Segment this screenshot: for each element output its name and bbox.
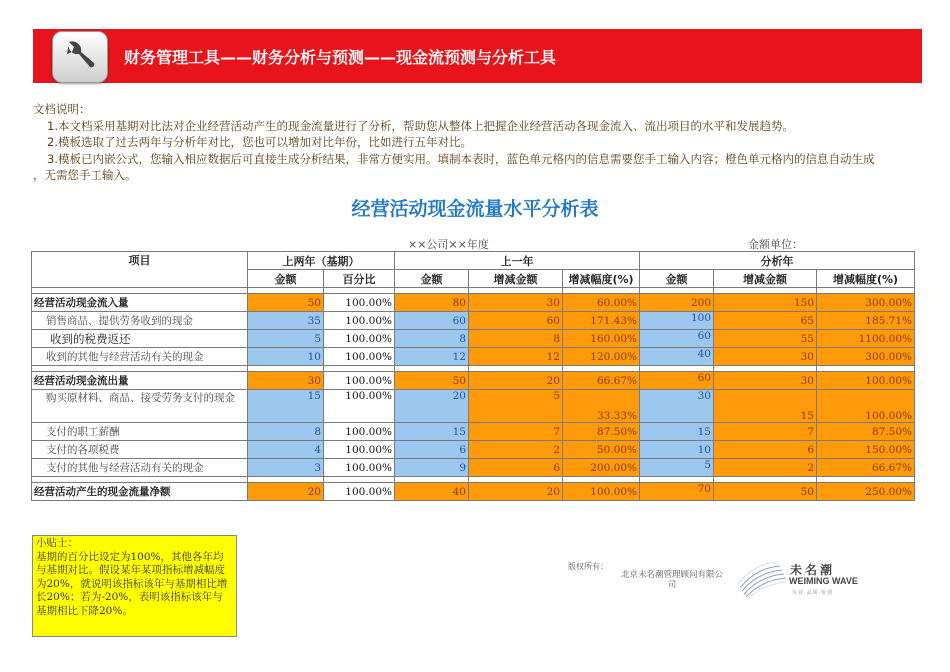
cashflow-table xyxy=(31,251,915,501)
row-label: 支付的各项税费 xyxy=(32,441,248,459)
header-change-rate: 增减幅度(%) xyxy=(817,270,915,288)
header-item: 项目 xyxy=(32,252,248,288)
header-change-amount: 增减金额 xyxy=(469,270,563,288)
analysis-amount-input[interactable]: 100 xyxy=(640,312,714,330)
note-line: ，无需您手工输入。 xyxy=(33,168,137,182)
prev-amount-cell: 50 xyxy=(395,372,469,390)
row-label: 经营活动现金流出量 xyxy=(32,372,248,390)
analysis-amount-cell: 70 xyxy=(640,483,714,501)
prev-amount-input[interactable]: 12 xyxy=(395,348,469,366)
amount-unit-label: 金额单位： xyxy=(748,238,803,251)
document-notes xyxy=(33,101,923,184)
table-row xyxy=(32,441,915,459)
note-line: 3.模板已内嵌公式，您输入相应数据后可直接生成分析结果，非常方便实用。填制本表时，蓝色单元格内的信息需要您手工输入内容；橙色单元格内的信息自动生成 xyxy=(47,151,875,166)
analysis-change-cell: 7 xyxy=(714,423,817,441)
prev-amount-cell: 80 xyxy=(395,294,469,312)
prev-amount-input[interactable]: 6 xyxy=(395,441,469,459)
analysis-rate-cell: 1100.00% xyxy=(817,330,915,348)
prev-change-cell: 30 xyxy=(469,294,563,312)
analysis-rate-cell: 185.71% xyxy=(817,312,915,330)
prev-change-cell: 5 xyxy=(469,390,563,423)
base-amount-input[interactable]: 5 xyxy=(248,330,324,348)
header-base-period: 上两年（基期） xyxy=(248,252,395,270)
prev-rate-cell: 100.00% xyxy=(563,483,640,501)
prev-rate-cell: 87.50% xyxy=(563,423,640,441)
base-percent-cell: 100.00% xyxy=(324,330,395,348)
analysis-change-cell: 2 xyxy=(714,459,817,477)
note-line: 2.模板选取了过去两年与分析年对比，您也可以增加对比年份，比如进行五年对比。 xyxy=(47,135,472,149)
table-row xyxy=(32,459,915,477)
analysis-change-cell: 6 xyxy=(714,441,817,459)
logo-slogan: 专业·品质·价值 xyxy=(792,590,834,596)
prev-amount-input[interactable]: 9 xyxy=(395,459,469,477)
analysis-amount-input[interactable]: 5 xyxy=(640,459,714,477)
prev-change-cell: 8 xyxy=(469,330,563,348)
analysis-change-cell: 55 xyxy=(714,330,817,348)
copyright-label: 版权所有： xyxy=(568,562,608,571)
analysis-change-cell: 15 xyxy=(714,390,817,423)
prev-amount-input[interactable]: 60 xyxy=(395,312,469,330)
prev-amount-input[interactable]: 8 xyxy=(395,330,469,348)
header-analysis-year: 分析年 xyxy=(640,252,915,270)
base-amount-cell: 50 xyxy=(248,294,324,312)
banner-title: 财务管理工具——财务分析与预测——现金流预测与分析工具 xyxy=(124,48,557,67)
analysis-amount-input[interactable]: 30 xyxy=(640,390,714,423)
base-amount-input[interactable]: 3 xyxy=(248,459,324,477)
base-amount-input[interactable]: 10 xyxy=(248,348,324,366)
prev-rate-cell: 50.00% xyxy=(563,441,640,459)
base-amount-input[interactable]: 8 xyxy=(248,423,324,441)
analysis-amount-input[interactable]: 15 xyxy=(640,423,714,441)
analysis-amount-cell: 200 xyxy=(640,294,714,312)
analysis-change-cell: 150 xyxy=(714,294,817,312)
analysis-rate-cell: 87.50% xyxy=(817,423,915,441)
row-label: 经营活动产生的现金流量净额 xyxy=(32,483,248,501)
analysis-rate-cell: 100.00% xyxy=(817,372,915,390)
row-label: 支付的职工薪酬 xyxy=(32,423,248,441)
analysis-amount-cell: 60 xyxy=(640,372,714,390)
base-percent-cell: 100.00% xyxy=(324,483,395,501)
analysis-change-cell: 65 xyxy=(714,312,817,330)
prev-change-cell: 12 xyxy=(469,348,563,366)
header-change-rate: 增减幅度(%) xyxy=(563,270,640,288)
table-row xyxy=(32,348,915,366)
analysis-change-cell: 50 xyxy=(714,483,817,501)
analysis-change-cell: 30 xyxy=(714,372,817,390)
tip-box xyxy=(32,535,237,637)
row-label: 收到的其他与经营活动有关的现金 xyxy=(32,348,248,366)
row-label: 收到的税费返还 xyxy=(32,330,248,348)
analysis-rate-cell: 300.00% xyxy=(817,294,915,312)
header-amount: 金额 xyxy=(640,270,714,288)
base-percent-cell: 100.00% xyxy=(324,459,395,477)
analysis-amount-input[interactable]: 10 xyxy=(640,441,714,459)
base-amount-input[interactable]: 4 xyxy=(248,441,324,459)
table-row xyxy=(32,294,915,312)
table-row xyxy=(32,423,915,441)
prev-change-cell: 7 xyxy=(469,423,563,441)
prev-rate-cell: 200.00% xyxy=(563,459,640,477)
logo-english-name: WEIMING WAVE xyxy=(789,576,858,586)
prev-rate-cell: 66.67% xyxy=(563,372,640,390)
prev-rate-cell: 60.00% xyxy=(563,294,640,312)
analysis-rate-cell: 300.00% xyxy=(817,348,915,366)
header-change-amount: 增减金额 xyxy=(714,270,817,288)
copyright-company: 北京未名潮管理顾问有限公司 xyxy=(620,570,723,590)
row-label: 购买原材料、商品、接受劳务支付的现金 xyxy=(32,390,248,423)
table-row xyxy=(32,483,915,501)
tip-text: 基期的百分比设定为100%，其他各年均与基期对比。假设某年某项指标增减幅度为20%，就说明该指标该年与基期相比增长20%；若为-20%，表明该指标该年与基期相比下降20%。 xyxy=(36,550,228,617)
row-label: 经营活动现金流入量 xyxy=(32,294,248,312)
table-row xyxy=(32,312,915,330)
prev-amount-input[interactable]: 20 xyxy=(395,390,469,423)
table-row xyxy=(32,390,915,423)
analysis-amount-input[interactable]: 40 xyxy=(640,348,714,366)
analysis-rate-cell: 66.67% xyxy=(817,459,915,477)
table-row xyxy=(32,372,915,390)
row-label: 销售商品、提供劳务收到的现金 xyxy=(32,312,248,330)
wrench-icon xyxy=(52,31,108,83)
base-percent-cell: 100.00% xyxy=(324,372,395,390)
prev-change-cell: 2 xyxy=(469,441,563,459)
table-row xyxy=(32,330,915,348)
base-percent-cell: 100.00% xyxy=(324,390,395,423)
logo-chinese-name: 未名潮 xyxy=(790,563,836,577)
prev-amount-cell: 40 xyxy=(395,483,469,501)
header-amount: 金额 xyxy=(248,270,324,288)
note-line: 1.本文档采用基期对比法对企业经营活动产生的现金流量进行了分析，帮助您从整体上把握企业经营活动各现金流入、流出项目的水平和发展趋势。 xyxy=(47,118,794,133)
base-amount-input[interactable]: 15 xyxy=(248,390,324,423)
base-percent-cell: 100.00% xyxy=(324,312,395,330)
base-percent-cell: 100.00% xyxy=(324,423,395,441)
prev-change-cell: 60 xyxy=(469,312,563,330)
base-percent-cell: 100.00% xyxy=(324,441,395,459)
analysis-amount-input[interactable]: 60 xyxy=(640,330,714,348)
header-percent: 百分比 xyxy=(324,270,395,288)
base-percent-cell: 100.00% xyxy=(324,348,395,366)
prev-change-cell: 6 xyxy=(469,459,563,477)
prev-change-cell: 20 xyxy=(469,483,563,501)
analysis-rate-cell: 250.00% xyxy=(817,483,915,501)
analysis-rate-cell: 150.00% xyxy=(817,441,915,459)
prev-rate-cell: 160.00% xyxy=(563,330,640,348)
base-amount-input[interactable]: 35 xyxy=(248,312,324,330)
prev-rate-cell: 120.00% xyxy=(563,348,640,366)
analysis-rate-cell: 100.00% xyxy=(817,390,915,423)
prev-rate-cell: 33.33% xyxy=(563,390,640,423)
prev-amount-input[interactable]: 15 xyxy=(395,423,469,441)
prev-rate-cell: 171.43% xyxy=(563,312,640,330)
page-title: 经营活动现金流量水平分析表 xyxy=(351,198,599,220)
row-label: 支付的其他与经营活动有关的现金 xyxy=(32,459,248,477)
base-amount-cell: 30 xyxy=(248,372,324,390)
header-amount: 金额 xyxy=(395,270,469,288)
base-percent-cell: 100.00% xyxy=(324,294,395,312)
prev-change-cell: 20 xyxy=(469,372,563,390)
base-amount-cell: 20 xyxy=(248,483,324,501)
header-previous-year: 上一年 xyxy=(395,252,640,270)
company-year-label: ××公司××年度 xyxy=(408,238,489,251)
tip-title: 小贴士： xyxy=(36,537,78,549)
notes-heading: 文档说明： xyxy=(33,102,91,116)
analysis-change-cell: 30 xyxy=(714,348,817,366)
